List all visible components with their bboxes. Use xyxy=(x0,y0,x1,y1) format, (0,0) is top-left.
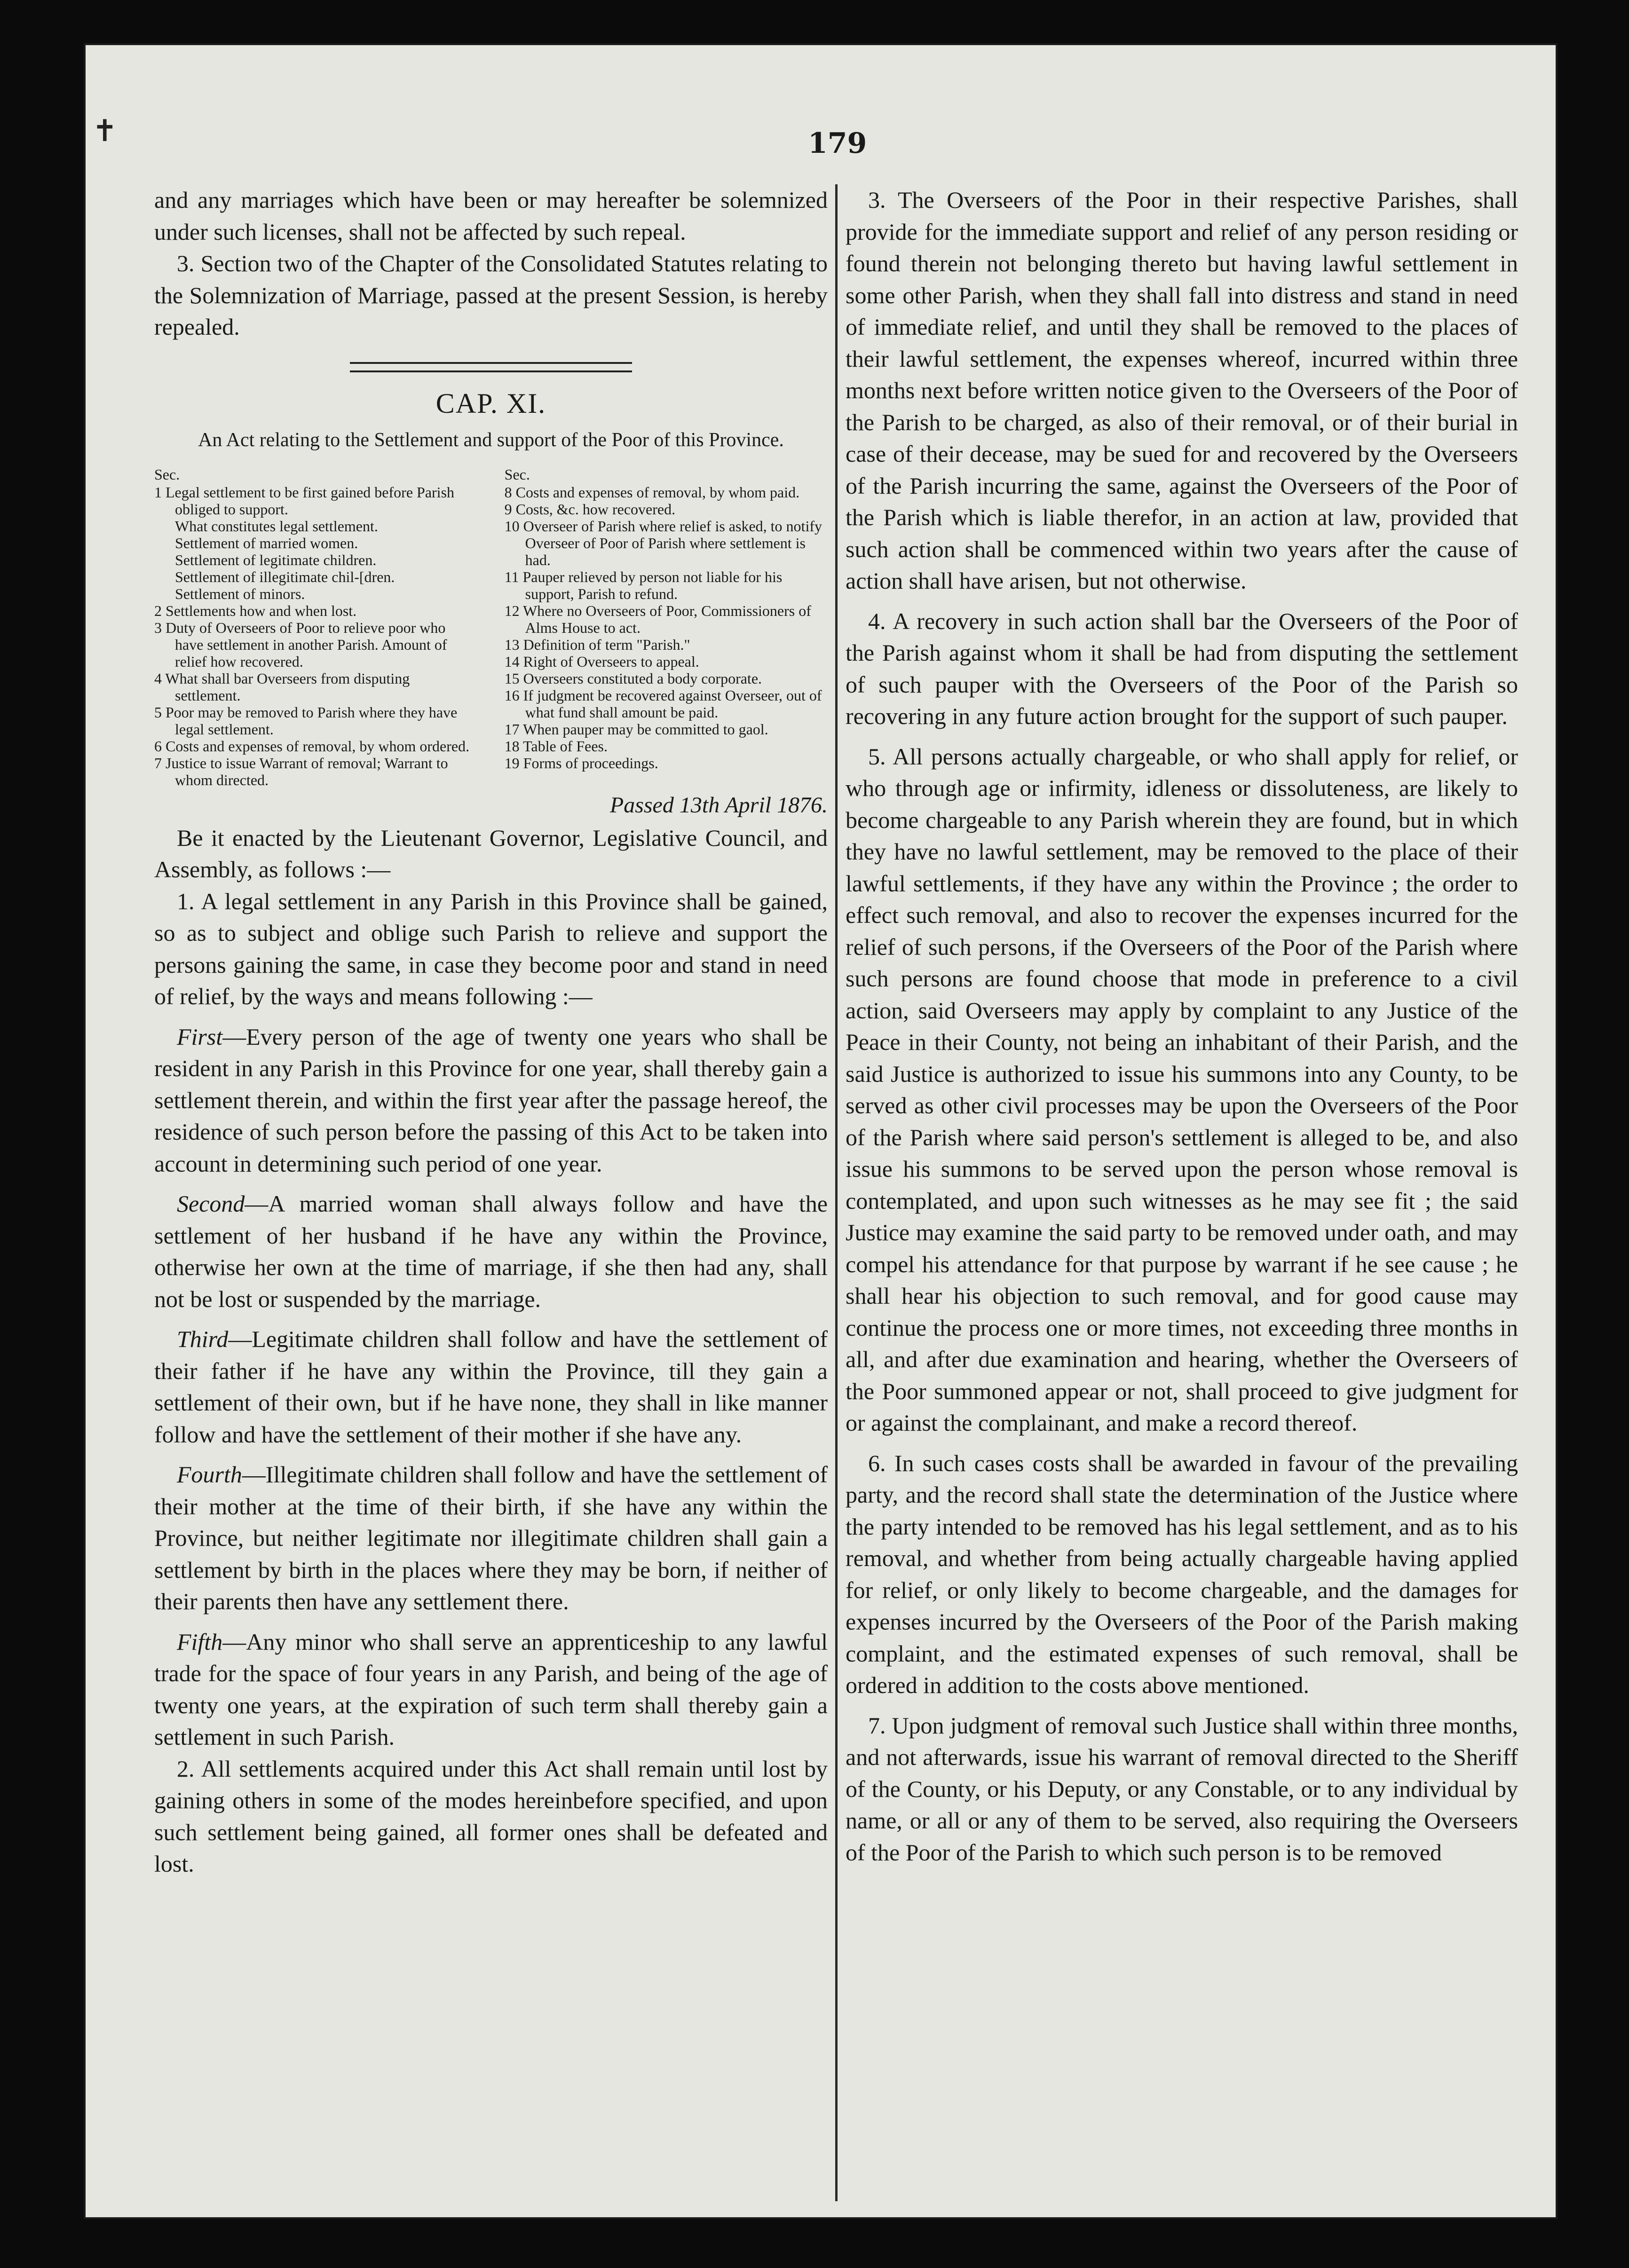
toc-item: 9 Costs, &c. how recovered. xyxy=(504,500,676,518)
clause-second xyxy=(154,1188,828,1315)
clause-third xyxy=(154,1323,828,1450)
toc-item: 7 Justice to issue Warrant of removal; Warrant to whom directed. xyxy=(154,754,448,788)
toc-item: 1 Legal settlement to be first gained before Parish obliged to support. xyxy=(154,483,455,518)
clause-text: —Every person of the age of twenty one years who shall be resident in any Parish in this Province for one year, shall thereby gain a settlement therein, and within the first year after the passage hereof, the residence of such person before the passing of this Act to be taken into account in determining such period of one year. xyxy=(154,1023,828,1177)
section-4: 4. A recovery in such action shall bar the Overseers of the Poor of the Parish against whom it shall be had from disputing the settlement of such pauper with the Overseers of the Poor of the Parish so recovering in any future action brought for the support of such pauper. xyxy=(846,607,1518,729)
toc-item: 12 Where no Overseers of Poor, Commissioners of Alms House to act. xyxy=(504,602,811,636)
toc-sec-label: Sec. xyxy=(504,465,530,483)
toc-item: 11 Pauper relieved by person not liable for his support, Parish to refund. xyxy=(504,568,783,602)
section-1: 1. A legal settlement in any Parish in this Province shall be gained, so as to subject and oblige such Parish to relieve and support the persons gaining the same, in case they become poor and stand in need of relief, by the ways and means following :— xyxy=(154,888,828,1009)
section-3-repeal: 3. Section two of the Chapter of the Consolidated Statutes relating to the Solemnization of Marriage, passed at the present Session, is hereby repealed. xyxy=(154,250,828,340)
toc-item: 6 Costs and expenses of removal, by whom ordered. xyxy=(154,737,470,755)
toc-item: 13 Definition of term "Parish." xyxy=(504,636,690,653)
section-6: 6. In such cases costs shall be awarded in favour of the prevailing party, and the record shall state the determination of the Justice where the party intended to be removed has his legal settlement, and as to his removal, and whether from being actually chargeable having applied for relief, or only likely to become chargeable, and the damages for expenses incurred by the Overseers of the Poor of the Parish making complaint, and the estimated expenses of such removal, shall be ordered in addition to the costs above mentioned. xyxy=(846,1449,1518,1698)
toc-item: 18 Table of Fees. xyxy=(504,737,608,755)
toc-item: 17 When pauper may be committed to gaol. xyxy=(504,720,768,738)
page-number: 179 xyxy=(808,127,867,160)
clause-label: Second xyxy=(177,1190,245,1217)
toc-item: 14 Right of Overseers to appeal. xyxy=(504,653,699,670)
toc-right-column xyxy=(505,466,828,788)
passed-date-text: Passed 13th April 1876. xyxy=(609,792,828,818)
toc-item: What constitutes legal settlement. xyxy=(175,517,378,535)
section-7: 7. Upon judgment of removal such Justice shall within three months, and not afterwards, issue his warrant of removal directed to the Sheriff of the County, or his Deputy, or any Constable, or to any individual by name, or all or any of them to be served, also requiring the Overseers of the Poor of the Parish to which such person is to be removed xyxy=(846,1712,1518,1866)
document-page xyxy=(84,43,1558,2219)
left-column xyxy=(154,184,828,1880)
column-divider xyxy=(835,184,838,2201)
toc-item: Settlement of legitimate children. xyxy=(175,551,377,568)
toc-item: 8 Costs and expenses of removal, by whom paid. xyxy=(504,483,800,501)
clause-label: First xyxy=(177,1023,223,1050)
toc-item: 5 Poor may be removed to Parish where they have legal settlement. xyxy=(154,703,458,738)
clause-label: Third xyxy=(177,1326,229,1352)
clause-label: Fifth xyxy=(177,1628,223,1655)
toc-item: Settlement of married women. xyxy=(175,534,358,551)
intro-continuation: and any marriages which have been or may hereafter be solemnized under such licenses, shall not be affected by such repeal. xyxy=(154,187,828,245)
toc-item: Settlement of minors. xyxy=(175,585,305,602)
chapter-heading: CAP. XI. xyxy=(435,387,546,419)
enacting-clause: Be it enacted by the Lieutenant Governor, Legislative Council, and Assembly, as follows :— xyxy=(154,824,828,882)
clause-label: Fourth xyxy=(177,1461,242,1488)
table-of-contents xyxy=(154,466,828,788)
toc-item: 3 Duty of Overseers of Poor to relieve poor who have settlement in another Parish. Amount of relief how recovered. xyxy=(154,619,447,670)
toc-sec-label: Sec. xyxy=(154,465,180,483)
margin-mark: ✝ xyxy=(92,114,118,149)
act-title: An Act relating to the Settlement and support of the Poor of this Province. xyxy=(198,429,784,451)
toc-item: 15 Overseers constituted a body corporate. xyxy=(504,669,762,687)
toc-item: Settlement of illegitimate chil-[dren. xyxy=(175,568,395,585)
clause-text: —Illegitimate children shall follow and have the settlement of their mother at the time of their birth, if she have any within the Province, but neither legitimate nor illegitimate children shall gain a settlement by birth in the places where they may be born, if neither of their parents then have any settlement there. xyxy=(154,1461,828,1614)
right-column xyxy=(846,184,1518,1868)
toc-item: 4 What shall bar Overseers from disputing settlement. xyxy=(154,669,410,704)
section-2: 2. All settlements acquired under this Act shall remain until lost by gaining others in some of the modes hereinbefore specified, and upon such settlement being gained, all former ones shall be defeated and lost. xyxy=(154,1755,828,1877)
toc-item: 16 If judgment be recovered against Overseer, out of what fund shall amount be paid. xyxy=(504,686,822,721)
section-5: 5. All persons actually chargeable, or who shall apply for relief, or who through age or infirmity, idleness or dissoluteness, are likely to become chargeable to any Parish wherein they are found, but in which they have no lawful settlement, may be removed to the place of their lawful settlements, if they have any within the Province ; the order to effect such removal, and also to recover the expenses incurred for the relief of such persons, if the Overseers of the Poor of the Parish where such persons are found choose that mode in preference to a civil action, said Overseers may apply by complaint to any Justice of the Peace in their County, not being an inhabitant of their Parish, and the said Justice is authorized to issue his summons into any County, to be served as other civil processes may be upon the Overseers of the Poor of the Parish where said person's settlement is alleged to be, and also issue his summons to be served upon the person whose removal is contemplated, and upon such witnesses as he may see fit ; the said Justice may examine the said party to be removed under oath, and may compel his attendance for that purpose by warrant if he see cause ; he shall hear his objection to such removal, and for good cause may continue the process one or more times, not exceeding three months in all, and after due examination and hearing, whether the Overseers of the Poor summoned appear or not, shall proceed to give judgment for or against the complainant, and make a record thereof. xyxy=(846,743,1518,1436)
toc-left-column xyxy=(154,466,477,788)
clause-text: —A married woman shall always follow and have the settlement of her husband if he have any within the Province, otherwise her own at the time of marriage, if she then had any, shall not be lost or suspended by the marriage. xyxy=(154,1190,828,1312)
section-3: 3. The Overseers of the Poor in their respective Parishes, shall provide for the immediate support and relief of any person residing or found therein not belonging thereto but having lawful settlement in some other Parish, when they shall fall into distress and stand in need of immediate relief, and until they shall be removed to the places of their lawful settlement, the expenses whereof, incurred within three months next before written notice given to the Overseers of the Poor of the Parish to be charged, as also of their removal, or of their burial in case of their decease, may be sued for and recovered by the Overseers of the Parish incurring the same, against the Overseers of the Poor of the Parish which is liable therefor, in an action at law, provided that such action shall be commenced within two years after the cause of action shall have arisen, but not otherwise. xyxy=(846,187,1518,594)
clause-fourth xyxy=(154,1459,828,1618)
section-divider-rule xyxy=(350,362,632,372)
clause-text: —Any minor who shall serve an apprenticeship to any lawful trade for the space of four years in any Parish, and being of the age of twenty one years, at the expiration of such term shall thereby gain a settlement in such Parish. xyxy=(154,1628,828,1750)
clause-text: —Legitimate children shall follow and have the settlement of their father if he have any within the Province, till they gain a settlement of their own, but if he have none, they shall in like manner follow and have the settlement of their mother if she have any. xyxy=(154,1326,828,1448)
toc-item: 19 Forms of proceedings. xyxy=(504,754,658,772)
clause-first xyxy=(154,1021,828,1180)
toc-item: 10 Overseer of Parish where relief is asked, to notify Overseer of Poor of Parish where settlement is had. xyxy=(504,517,822,568)
passed-date xyxy=(154,791,828,819)
clause-fifth xyxy=(154,1626,828,1753)
toc-item: 2 Settlements how and when lost. xyxy=(154,602,357,619)
